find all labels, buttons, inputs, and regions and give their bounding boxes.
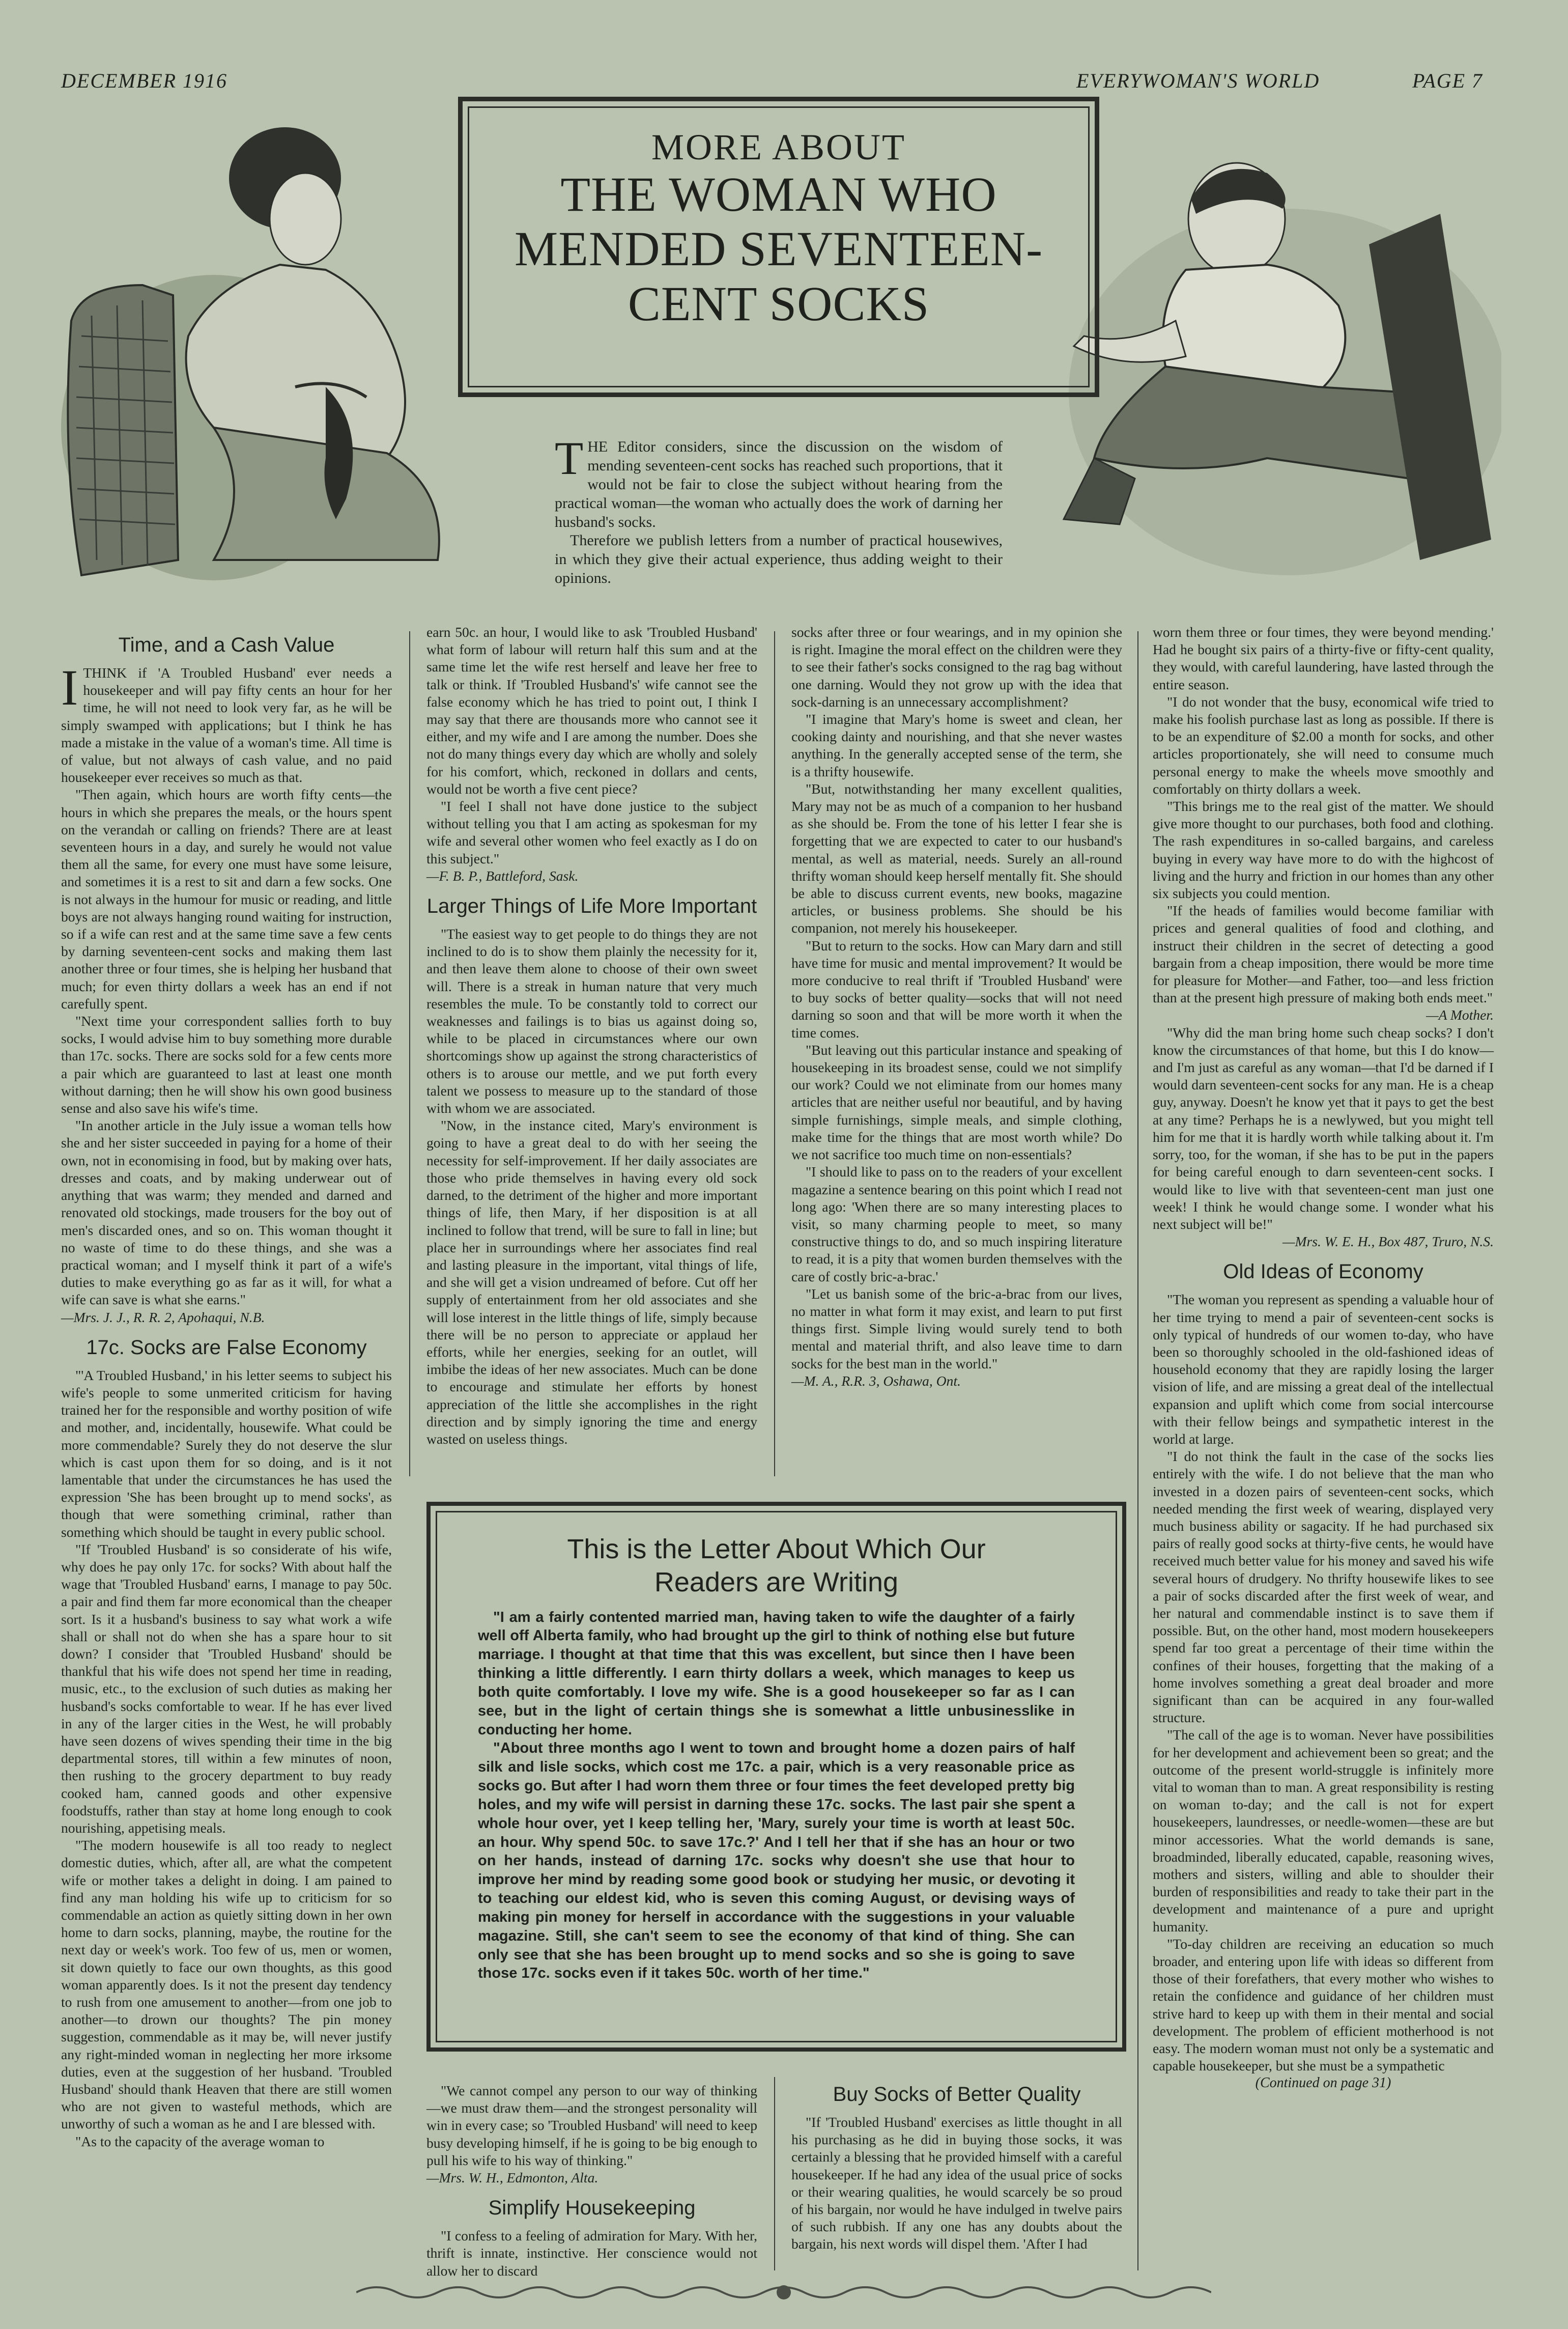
headline-box	[458, 97, 1099, 397]
footer-ornament	[356, 2280, 1211, 2305]
column-1-paragraph: "If 'Troubled Husband' is so considerate of his wife, why does he pay only 17c. for socks? With about half the wage that 'Troubled Husband' earns, I manage to pay 50c. a pair and find them far more economical than the cheaper sort. Is it a husband's business to say what work a wife shall or shall not do when she has a spare hour to sit down? I consider that 'Troubled Husband' should be thankful that his wife does not spend her time in reading, music, etc., to the exclusion of such duties as making her husband's socks comfortable to wear. If he has ever lived in any of the larger cities in the West, he will probably have seen dozens of wives spending their time in the big departmental stores, till within a few minutes of noon, then rushing to the grocery department to buy ready cooked ham, canned goods and other expensive foodstuffs, rather than stay at home long enough to cook nourishing, appetising meals.	[61, 1541, 392, 1836]
column-1-paragraph: "'A Troubled Husband,' in his letter seems to subject his wife's people to some unmerited criticism for having trained her for the responsible and worthy position of wife and mother, and, incidentally, housewife. What could be more commendable? Surely they do not deserve the slur which is cast upon them for so doing, and is it not lamentable that under the circumstances he has used the expression 'She has been brought up to mend socks', as though that were something criminal, rather than something which should be taught in every public school.	[61, 1367, 392, 1540]
column-4-paragraph: "To-day children are receiving an education so much broader, and entering upon life with ideas so different from those of their forefathers, that every mother who wishes to retain the confidence and guidance of her children must strive hard to keep up with them in their mental and social development. The problem of efficient motherhood is not easy. The modern woman must not only be a systematic and capable housekeeper, but she must be a sympathetic	[1153, 1935, 1494, 2074]
column-2-paragraph: earn 50c. an hour, I would like to ask 'Troubled Husband' what form of labour will return half this sum and at the same time let the wife rest herself and leave her free to talk or think. If 'Troubled Husband's' wife cannot see the false economy which he has tried to point out, I think I may say that there are thousands more who cannot see it either, and my wife and I are among the number. Does she not do many things every day which are wholly and solely for his comfort, which, reckoned in dollars and cents, would not be worth a five cent piece?	[426, 624, 757, 797]
signature: —A Mother.	[1426, 1007, 1494, 1023]
column-3-paragraph: "If 'Troubled Husband' exercises as little thought in all his purchasing as he did in buying those socks, it was certainly a blessing that he provided himself with a careful housekeeper. If he had any idea of the usual price of socks or their wearing qualities, he would scarcely be so proud of his bargain, nor would he have indulged in twelve pairs of such rubbish. If any one has any doubts about the bargain, his next words will dispel them. 'After I had	[791, 2114, 1122, 2252]
letter-title	[478, 1533, 1075, 1599]
subhead-false-economy: 17c. Socks are False Economy	[86, 1336, 367, 1359]
column-2-paragraph: "I confess to a feeling of admiration for Mary. With her, thrift is innate, instinctive. Her conscience would not allow her to discard	[426, 2228, 757, 2279]
subhead-larger-things: Larger Things of Life More Important	[426, 895, 757, 918]
signature: —F. B. P., Battleford, Sask.	[426, 867, 579, 884]
column-2-paragraph: "We cannot compel any person to our way of thinking—we must draw them—and the strongest personality will win in every case; so 'Troubled Husband' will need to keep busy developing himself, if he is going to be big enough to pull his wife to his way of thinking."	[426, 2083, 757, 2168]
headline-line-2: THE WOMAN WHO	[560, 166, 997, 221]
signature: —Mrs. W. H., Edmonton, Alta.	[426, 2170, 598, 2186]
column-4-paragraph: "I do not wonder that the busy, economical wife tried to make his foolish purchase last as long as possible. If there is to be an expenditure of $2.00 a month for socks, and other articles proportionately, she will need to consume much personal energy to make the wheels move smoothly and comfortably on thirty dollars a week.	[1153, 693, 1494, 797]
column-3-paragraph: "Let us banish some of the bric-a-brac from our lives, no matter in what form it may exist, and learn to put first things first. Simple living would surely tend to both mental and material thrift, and also leave time to darn socks for the best man in the world."	[791, 1285, 1122, 1371]
column-2-paragraph: "The easiest way to get people to do things they are not inclined to do is to show them plainly the necessity for it, and then leave them alone to choose of their own sweet will. There is a streak in human nature that very much resembles the mule. To be constantly told to correct our weaknesses and failings is to bias us against doing so, while to be placed in circumstances where our own shortcomings show up against the strong characteristics of others is to arouse our mettle, and we put forth every talent we possess to measure up to the standard of those with whom we are associated.	[426, 926, 757, 1116]
headline-line-3: MENDED SEVENTEEN-	[514, 221, 1043, 276]
column-4-paragraph: "The call of the age is to woman. Never have possibilities for her development and achievement been so great; and the outcome of the present world-struggle is infinitely more vital to woman than to man. A great responsibility is resting on woman to-day; and the call is not for expert housekeepers, laundresses, or needle-women—these are but minor accessories. What the world demands is sane, broadminded, liberally educated, capable, reasoning wives, mothers and sisters, willing and able to shoulder their burden of responsibilities and ready to take their part in the development and maintenance of a pure and upright humanity.	[1153, 1727, 1494, 1934]
column-3-bottom	[791, 2082, 1122, 2253]
letter-body	[478, 1608, 1075, 1983]
letter-title-line-1: This is the Letter About Which Our	[567, 1534, 986, 1564]
column-2-bottom	[426, 2082, 757, 2280]
subhead-old-ideas: Old Ideas of Economy	[1223, 1260, 1423, 1283]
signature: —M. A., R.R. 3, Oshawa, Ont.	[791, 1372, 961, 1389]
column-1-paragraph: "The modern housewife is all too ready to neglect domestic duties, which, after all, are what the competent wife or mother takes a delight in doing. I am pained to find any man holding his wife up to criticism for so commendable an action as quietly sitting down in her own home to darn socks, planning, maybe, the routine for the next day or week's work. Too few of us, men or women, sit down quietly to face our own thoughts, as this good woman apparently does. Is it not the present day tendency to rush from one amusement to another—from one job to another—to drown our thoughts? The pin money suggestion, commendable as it may be, will never justify any right-minded woman in neglecting her more irksome duties, even at the suggestion of her husband. 'Troubled Husband' should thank Heaven that there are still women who are not given to wasteful methods, which are unworthy of such a woman as he and I are blessed with.	[61, 1837, 392, 2132]
column-rule	[774, 631, 775, 1476]
signature: —Mrs. J. J., R. R. 2, Apohaqui, N.B.	[61, 1309, 265, 1325]
column-2-paragraph: "I feel I shall not have done justice to the subject without telling you that I am acting as spokesman for my wife and several other women who feel exactly as I do on this subject."	[426, 798, 757, 866]
magazine-name: EVERYWOMAN'S WORLD	[1076, 69, 1320, 92]
column-3-paragraph: "But to return to the socks. How can Mary darn and still have time for music and mental improvement? It would be more conducive to real thrift if 'Troubled Husband' were to buy socks of better quality—socks that will not need darning so soon and that will be more worth it when the time comes.	[791, 937, 1122, 1041]
column-3-paragraph: "But leaving out this particular instance and speaking of housekeeping in its broadest sense, could we not simplify our work? Could we not eliminate from our homes many articles that are neither useful nor beautiful, and by having simple furnishings, simple meals, and simple clothing, make time for the things that are most worth while? Do we not sacrifice too much time on non-essentials?	[791, 1042, 1122, 1163]
column-2-paragraph: "Now, in the instance cited, Mary's environment is going to have a great deal to do with her seeing the necessity for self-improvement. If her daily associates are those who pride themselves in having every old sock darned, to the detriment of the higher and more important things of life, then Mary, if her disposition is at all inclined to follow that trend, will be sure to fall in line; but place her in surroundings where her associates find real and lasting pleasure in the important, vital things of life, and she will get a vision undreamed of before. Cut off her supply of entertainment from her old associates and she will lose interest in the little things of life, simply because there will be no person to appreciate or applaud her efforts, while her energies, seeking for an outlet, will imbibe the ideas of her new associates. Much can be done to encourage and stimulate her efforts by honest appreciation of the little she accomplishes in the right direction and by simply ignoring the time and energy wasted on useless things.	[426, 1117, 757, 1447]
headline-line-4: CENT SOCKS	[628, 276, 930, 331]
headline-line-1: MORE ABOUT	[651, 127, 906, 167]
column-1-paragraph: "Next time your correspondent sallies forth to buy socks, I would advise him to buy something more durable than 17c. socks. There are socks sold for a few cents more a pair which are guaranteed to last at least one month without darning; then he will show his own good business sense and also save his wife's time.	[61, 1013, 392, 1116]
man-gesturing-illustration	[1053, 153, 1501, 591]
original-letter-box	[426, 1502, 1126, 2052]
intro-drop-cap: T	[555, 432, 584, 484]
column-4-paragraph: "This brings me to the real gist of the matter. We should give more thought to our purchases, both food and clothing. The rash expenditures in so-called bargains, and careless buying in every way have more to do with the highcost of living and the hurry and friction in our homes than any other six subjects you could mention.	[1153, 798, 1494, 902]
editor-intro	[555, 432, 1003, 588]
column-1-drop-cap: I	[61, 659, 78, 716]
signature: —Mrs. W. E. H., Box 487, Truro, N.S.	[1282, 1233, 1494, 1250]
column-1-paragraph: "Then again, which hours are worth fifty cents—the hours in which she prepares the meals, or the hours spent on the verandah or calling on friends? There are at least seventeen hours in a day, and surely he would not value them all the same, for every one must have some leisure, and sometimes it is a rest to sit and darn a few socks. One is not always in the humour for music or reading, and little boys are not always hanging round waiting for instruction, so if a wife can rest and at the same time save a few cents by darning seventeen-cent socks and making them last another three or four times, she is helping her husband that much; for even thirty dollars a week has an end if not carefully spent.	[61, 787, 392, 1012]
column-4-paragraph: "Why did the man bring home such cheap socks? I don't know the circumstances of that home, but this I do know—and I'm just as careful as any woman—that I'd be darned if I would darn seventeen-cent socks for any man. He is a cheap guy, anyway. Doesn't he know yet that it pays to get the best at any time? Perhaps he is a newlywed, but you might tell him for me that it is hardly worth while talking about it. I'm sorry, too, for the woman, if she has to be put in the papers for being careful enough to darn seventeen-cent socks. I would like to live with that seventeen-cent man just one week! I think he would change some. I wonder what his next subject will be!"	[1153, 1024, 1494, 1232]
subhead-simplify-housekeeping: Simplify Housekeeping	[488, 2197, 696, 2220]
intro-paragraph-1: HE Editor considers, since the discussion on the wisdom of mending seventeen-cent socks has reached such proportions, that it would not be fair to close the subject without hearing from the practical woman—the woman who actually does the work of darning her husband's socks.	[555, 438, 1003, 530]
column-4-paragraph: "If the heads of families would become familiar with prices and general qualities of food and clothing, and instruct their children in the secret of detecting a good bargain from a cheap imposition, there would be more time for pleasure for Mother—and Father, too—and less friction than at the present high pressure of making both ends meet."	[1153, 903, 1494, 1006]
subhead-time-cash-value: Time, and a Cash Value	[118, 634, 335, 656]
letter-paragraph: "I am a fairly contented married man, having taken to wife the daughter of a fairly well off Alberta family, who had brought up the girl to think of nothing else but future marriage. I thought at that time that this was excellent, but since then I have been thinking a little differently. I earn thirty dollars a week, which manages to keep us both quite comfortably. I love my wife. She is a good housekeeper so far as I can see, but in the light of certain things she is somewhat a little unbusinesslike in conducting her home.	[478, 1609, 1075, 1738]
headline-inner-frame	[468, 106, 1090, 387]
letter-title-line-2: Readers are Writing	[654, 1566, 899, 1597]
column-rule	[409, 631, 410, 1476]
letter-paragraph: "About three months ago I went to town and brought home a dozen pairs of half silk and lisle socks, which cost me 17c. a pair, which is a very reasonable price as socks go. But after I had worn them three or four times the feet developed pretty big holes, and my wife will persist in darning these 17c. socks. The last pair she spent a whole hour over, yet I keep telling her, 'Mary, surely your time is worth at least 50c. an hour. Why spend 50c. to save 17c.?' And I tell her that if she has an hour or two on her hands, instead of darning 17c. socks why doesn't she use that hour to improve her mind by reading some good book or studying her music, or devoting it to teaching our eldest kid, who is seven this coming August, or devising ways of making pin money for herself in accordance with the suggestions in your valuable magazine. Still, she can't seem to see the economy of that kind of thing. She can only see that she has been brought up to mend socks and so she is going to save those 17c. socks even if it takes 50c. worth of her time."	[478, 1740, 1075, 1982]
original-letter-inner-frame	[436, 1511, 1117, 2042]
woman-darning-illustration	[61, 102, 448, 601]
column-3-top	[791, 624, 1122, 1390]
column-4-paragraph: worn them three or four times, they were beyond mending.' Had he bought six pairs of a thirty-five or fifty-cent quality, they would, with careful laundering, have lasted through the entire season.	[1153, 624, 1494, 692]
page-number: PAGE 7	[1412, 69, 1484, 92]
column-3-paragraph: socks after three or four wearings, and in my opinion she is right. Imagine the moral effect on the children were they to see their father's socks consigned to the rag bag without one darning. Would they not grow up with the idea that sock-darning is an unnecessary accomplishment?	[791, 624, 1123, 710]
column-1-paragraph: "In another article in the July issue a woman tells how she and her sister succeeded in paying for a home of their own, not in economising in food, but by making over hats, dresses and coats, and by making underwear out of anything that was warm; they mended and darned and renovated old stockings, made trousers for the boy out of men's discarded ones, and so on. This woman thought it no waste of time to do these things, and she was a practical woman; and I myself think it part of a wife's duties to make everything go as far as it will, for what a wife can save is what she earns."	[61, 1117, 392, 1308]
column-4	[1153, 624, 1494, 2092]
column-1-paragraph: "As to the capacity of the average woman to	[75, 2133, 325, 2149]
column-3-paragraph: "I imagine that Mary's home is sweet and clean, her cooking dainty and nourishing, and that she never wastes anything. In the generally accepted sense of the term, she is a thrifty housewife.	[791, 711, 1122, 779]
column-3-paragraph: "But, notwithstanding her many excellent qualities, Mary may not be as much of a companion to her husband as she should be. From the tone of his letter I fear she is forgetting that we are expected to cater to our husband's mental, as well as material, needs. Surely an all-round thrifty woman should keep herself mentally fit. She should be able to discuss current events, new books, magazine articles, or business problems. She should be his companion, not merely his housekeeper.	[791, 780, 1122, 936]
column-1	[61, 624, 392, 2150]
column-4-paragraph: "The woman you represent as spending a valuable hour of her time trying to mend a pair of seventeen-cent socks is only typical of hundreds of our women to-day, who have been so thoroughly schooled in the old-fashioned ideas of household economy that they are rapidly losing the larger vision of life, and are missing a great deal of the intellectual expansion and uplift which come from social intercourse with their fellow beings and sympathetic interest in the world at large.	[1153, 1292, 1494, 1447]
column-rule	[774, 2077, 775, 2270]
column-3-paragraph: "I should like to pass on to the readers of your excellent magazine a sentence bearing on this point which I read not long ago: 'When there are so many interesting places to visit, so many charming people to meet, so many constructive things to do, and so much inspiring literature to read, it is a pity that women burden themselves with the care of costly bric-a-brac.'	[791, 1164, 1122, 1284]
column-4-paragraph: "I do not think the fault in the case of the socks lies entirely with the wife. I do not believe that the man who invested in a dozen pairs of seventeen-cent socks, which needed mending the first week of wearing, displayed very much business ability or sagacity. If he had purchased six pairs of really good socks at thirty-five cents, he would have received much better value for his money and saved his wife several hours of drudgery. No thrifty housewife likes to see a pair of socks discarded after the first week of wear, and her natural and commendable instinct is to save them if possible. But, on the other hand, most modern housekeepers spend far too great a percentage of their time within the confines of their houses, forgetting that the making of a home involves something a great deal broader and more significant than can be acquired in any four-walled structure.	[1153, 1448, 1494, 1726]
column-1-paragraph: THINK if 'A Troubled Husband' ever needs a housekeeper and will pay fifty cents an hour for her time, he will not need to look very far, as he will be simply swamped with applications; but I think he has made a mistake in the value of a woman's time. All time is of value, but not always of cash value, and no paid housekeeper ever receives so much as that.	[61, 665, 392, 785]
issue-date: DECEMBER 1916	[61, 69, 228, 92]
subhead-better-quality: Buy Socks of Better Quality	[833, 2083, 1081, 2106]
intro-paragraph-2: Therefore we publish letters from a number of practical housewives, in which they give their actual experience, thus adding weight to their opinions.	[555, 532, 1003, 587]
column-rule	[1137, 631, 1138, 2270]
column-2-top	[426, 624, 757, 1448]
continued-note: (Continued on page 31)	[1255, 2075, 1391, 2091]
